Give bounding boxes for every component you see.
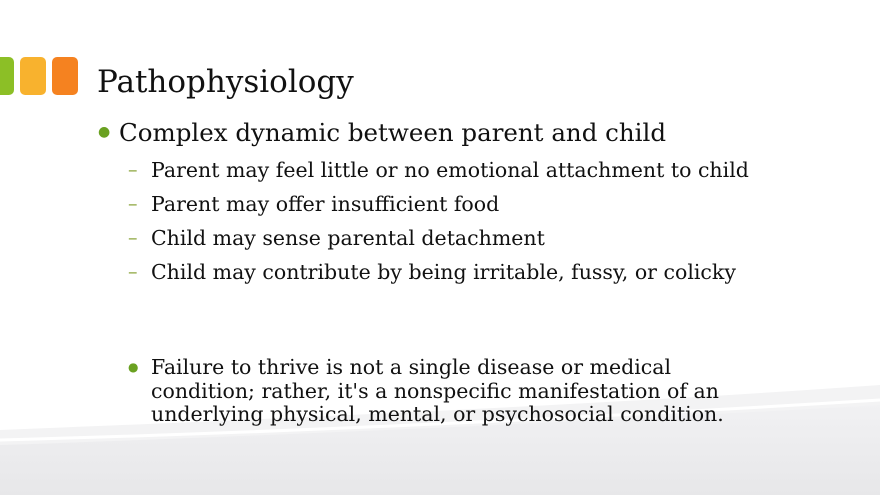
sub-bullet — [128, 226, 788, 250]
note-bullet — [128, 356, 788, 427]
sub-bullet-text: Child may sense parental detachment — [151, 226, 545, 250]
sub-bullet-text: Parent may feel little or no emotional attachment to child — [151, 158, 749, 182]
sub-bullet-list — [128, 158, 788, 294]
accent-block-orange — [52, 57, 78, 95]
dash-icon: – — [128, 193, 138, 215]
accent-block-yellow — [20, 57, 46, 95]
sub-bullet — [128, 192, 788, 216]
main-bullet — [98, 118, 666, 148]
bullet-dot-icon: ● — [128, 360, 139, 374]
bullet-dot-icon: ● — [98, 124, 111, 140]
main-bullet-text: Complex dynamic between parent and child — [119, 118, 667, 147]
sub-bullet-text: Parent may offer insufficient food — [151, 192, 500, 216]
accent-blocks — [0, 57, 78, 95]
dash-icon: – — [128, 227, 138, 249]
sub-bullet-text: Child may contribute by being irritable, fussy, or colicky — [151, 260, 736, 284]
dash-icon: – — [128, 261, 138, 283]
accent-block-green — [0, 57, 14, 95]
sub-bullet — [128, 260, 788, 284]
sub-bullet — [128, 158, 788, 182]
note-text: Failure to thrive is not a single disease or medical condition; rather, it's a nonspecific manifestation of an underlying physical, mental, or psychosocial condition. — [151, 355, 724, 426]
slide-title: Pathophysiology — [97, 64, 354, 100]
dash-icon: – — [128, 159, 138, 181]
